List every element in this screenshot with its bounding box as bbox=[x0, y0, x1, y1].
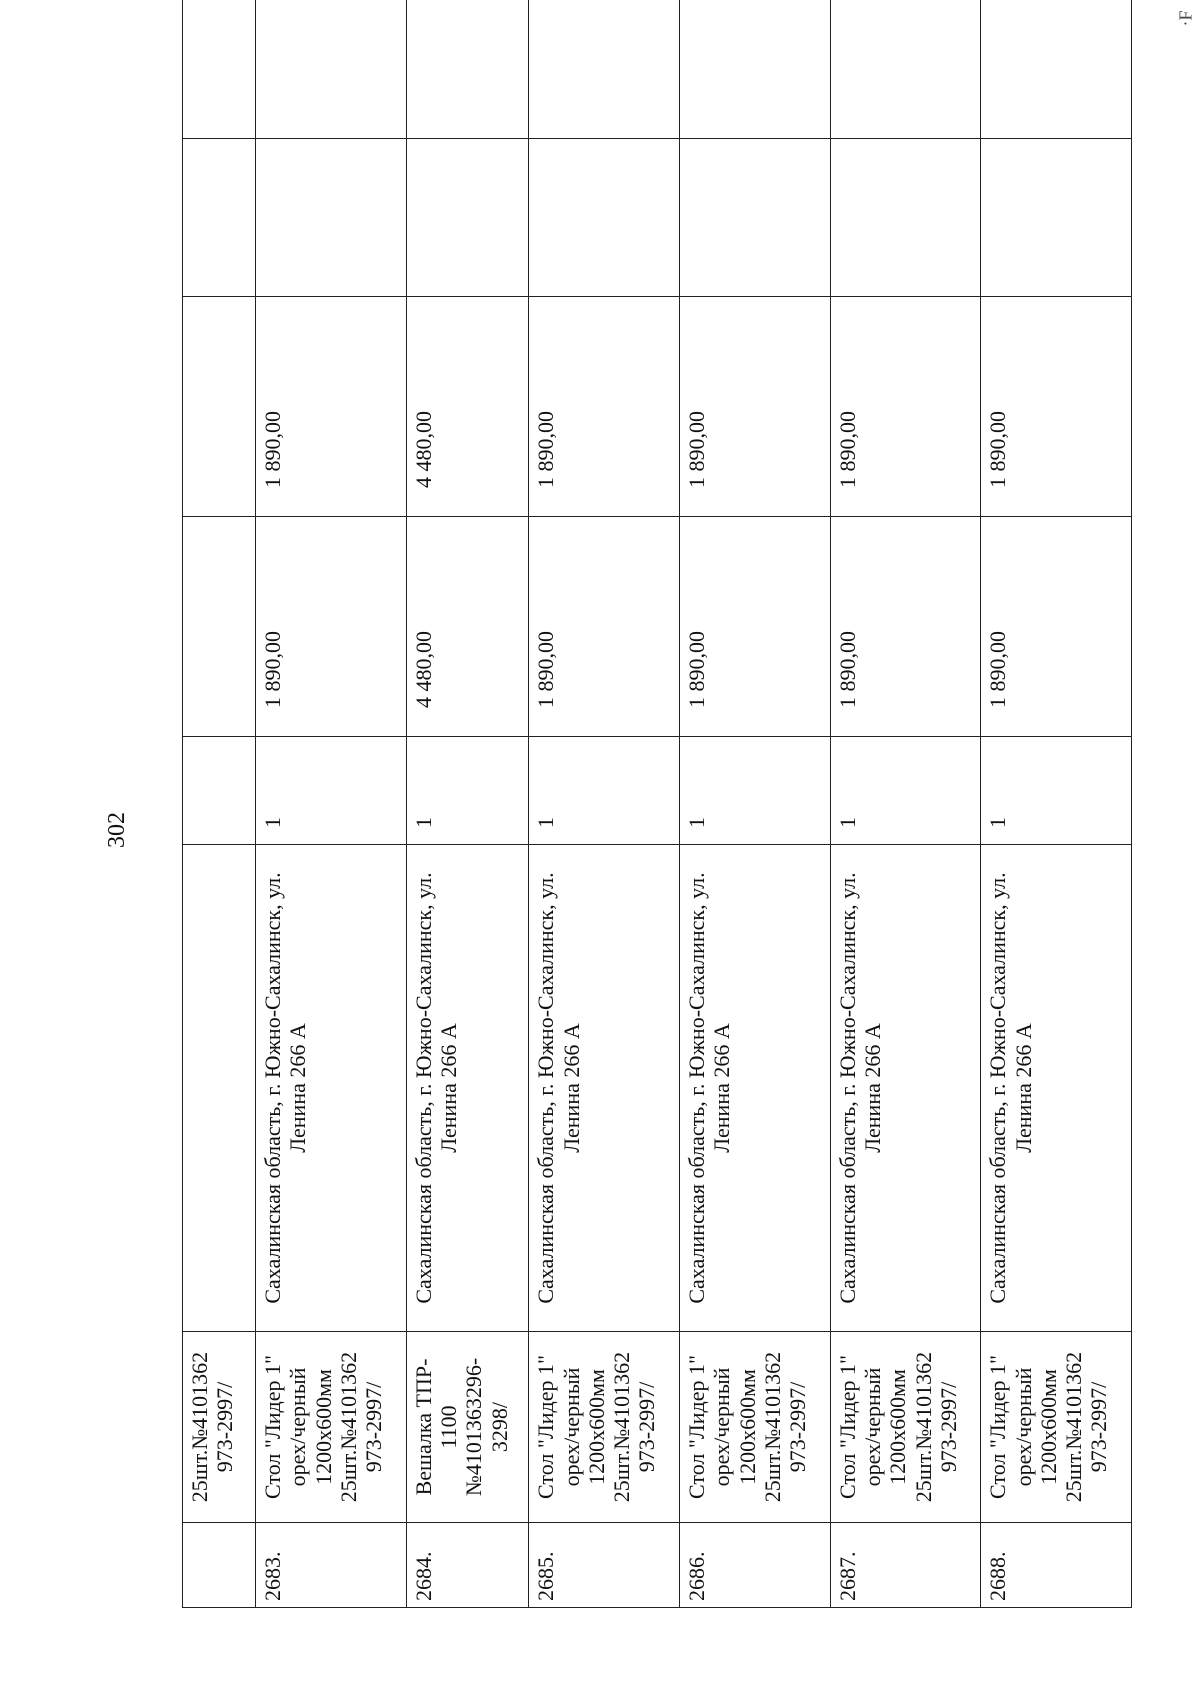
corner-mark: ·F bbox=[1175, 10, 1196, 27]
cell-quantity: 1 bbox=[529, 737, 680, 845]
item-name-line: 25шт.№4101362 bbox=[910, 1351, 936, 1503]
cell-number bbox=[183, 1523, 256, 1608]
cell-number: 2684. bbox=[406, 1523, 529, 1608]
cell-address: Сахалинская область, г. Южно-Сахалинск, ул. Ленина 266 А bbox=[529, 845, 680, 1332]
cell-quantity: 1 bbox=[406, 737, 529, 845]
cell-quantity: 1 bbox=[679, 737, 830, 845]
cell-price: 1 890,00 bbox=[679, 517, 830, 737]
cell-item-name bbox=[256, 1332, 407, 1523]
item-name-line: Стол "Лидер 1" bbox=[533, 1355, 559, 1500]
cell-sum: 1 890,00 bbox=[830, 297, 981, 517]
cell-number: 2688. bbox=[981, 1523, 1132, 1608]
cell-item-name bbox=[679, 1332, 830, 1523]
inventory-table bbox=[182, 0, 1132, 1608]
item-name-line: Стол "Лидер 1" bbox=[683, 1355, 709, 1500]
cell-price: 1 890,00 bbox=[981, 517, 1132, 737]
cell-empty bbox=[981, 139, 1132, 297]
cell-address: Сахалинская область, г. Южно-Сахалинск, ул. Ленина 266 А bbox=[406, 845, 529, 1332]
item-name-line: 1200х600мм bbox=[583, 1369, 609, 1485]
item-name-line: Стол "Лидер 1" bbox=[985, 1355, 1011, 1500]
item-name-line: 25шт.№4101362 bbox=[1061, 1351, 1087, 1503]
cell-quantity: 1 bbox=[256, 737, 407, 845]
item-name-line: 1200х600мм bbox=[885, 1369, 911, 1485]
item-name-line: 25шт.№4101362 bbox=[187, 1351, 212, 1503]
cell-address bbox=[183, 845, 256, 1332]
item-name-line: 973-2997/ bbox=[212, 1381, 238, 1473]
rotated-table-container bbox=[182, 53, 1132, 1608]
cell-empty bbox=[529, 139, 680, 297]
item-name-line: №4101363296- bbox=[461, 1357, 487, 1497]
cell-quantity: 1 bbox=[830, 737, 981, 845]
item-name-line: орех/черный bbox=[859, 1367, 885, 1487]
cell-empty bbox=[981, 0, 1132, 139]
cell-empty bbox=[256, 0, 407, 139]
item-name-line: 973-2997/ bbox=[935, 1381, 961, 1473]
item-name-line: орех/черный bbox=[1010, 1367, 1036, 1487]
table-row bbox=[981, 0, 1132, 1608]
cell-item-name bbox=[830, 1332, 981, 1523]
cell-item-name bbox=[981, 1332, 1132, 1523]
item-name-line: Стол "Лидер 1" bbox=[834, 1355, 860, 1500]
cell-item-name bbox=[406, 1332, 529, 1523]
cell-empty bbox=[529, 0, 680, 139]
cell-empty bbox=[830, 139, 981, 297]
cell-empty bbox=[183, 139, 256, 297]
cell-price: 1 890,00 bbox=[256, 517, 407, 737]
item-name-line: 973-2997/ bbox=[361, 1381, 387, 1473]
cell-sum: 1 890,00 bbox=[256, 297, 407, 517]
cell-number: 2685. bbox=[529, 1523, 680, 1608]
item-name-line: 973-2997/ bbox=[785, 1381, 811, 1473]
item-name-line: 1200х600мм bbox=[734, 1369, 760, 1485]
cell-item-name bbox=[183, 1332, 256, 1523]
table-row bbox=[830, 0, 981, 1608]
item-name-line: 973-2997/ bbox=[634, 1381, 660, 1473]
item-name-line: орех/черный bbox=[285, 1367, 311, 1487]
cell-number: 2687. bbox=[830, 1523, 981, 1608]
item-name-line: 3298/ bbox=[486, 1401, 512, 1453]
cell-sum: 1 890,00 bbox=[679, 297, 830, 517]
page-number: 302 bbox=[104, 812, 130, 848]
item-name-line: 1200х600мм bbox=[1035, 1369, 1061, 1485]
cell-number: 2686. bbox=[679, 1523, 830, 1608]
cell-sum bbox=[183, 297, 256, 517]
item-name-line: 1100 bbox=[435, 1405, 461, 1449]
cell-item-name bbox=[529, 1332, 680, 1523]
cell-sum: 1 890,00 bbox=[981, 297, 1132, 517]
item-name-line: Вешалка ТПР- bbox=[410, 1358, 436, 1496]
cell-empty bbox=[183, 0, 256, 139]
cell-empty bbox=[679, 139, 830, 297]
cell-empty bbox=[406, 139, 529, 297]
item-name-line: 973-2997/ bbox=[1086, 1381, 1112, 1473]
item-name-line: орех/черный bbox=[709, 1367, 735, 1487]
cell-quantity bbox=[183, 737, 256, 845]
item-name-line: 25шт.№4101362 bbox=[759, 1351, 785, 1503]
cell-price bbox=[183, 517, 256, 737]
cell-price: 4 480,00 bbox=[406, 517, 529, 737]
table-row bbox=[256, 0, 407, 1608]
cell-empty bbox=[406, 0, 529, 139]
item-name-line: Стол "Лидер 1" bbox=[260, 1355, 285, 1500]
cell-address: Сахалинская область, г. Южно-Сахалинск, ул. Ленина 266 А bbox=[981, 845, 1132, 1332]
item-name-line: 25шт.№4101362 bbox=[335, 1351, 361, 1503]
cell-quantity: 1 bbox=[981, 737, 1132, 845]
table-row bbox=[529, 0, 680, 1608]
cell-address: Сахалинская область, г. Южно-Сахалинск, ул. Ленина 266 А bbox=[679, 845, 830, 1332]
cell-sum: 1 890,00 bbox=[529, 297, 680, 517]
cell-address: Сахалинская область, г. Южно-Сахалинск, ул. Ленина 266 А bbox=[256, 845, 407, 1332]
cell-empty bbox=[830, 0, 981, 139]
cell-price: 1 890,00 bbox=[830, 517, 981, 737]
cell-price: 1 890,00 bbox=[529, 517, 680, 737]
cell-empty bbox=[679, 0, 830, 139]
item-name-line: 25шт.№4101362 bbox=[609, 1351, 635, 1503]
item-name-line: 1200х600мм bbox=[310, 1369, 336, 1485]
item-name-line: орех/черный bbox=[558, 1367, 584, 1487]
table-row bbox=[406, 0, 529, 1608]
cell-number: 2683. bbox=[256, 1523, 407, 1608]
cell-sum: 4 480,00 bbox=[406, 297, 529, 517]
table-row bbox=[679, 0, 830, 1608]
cell-address: Сахалинская область, г. Южно-Сахалинск, ул. Ленина 266 А bbox=[830, 845, 981, 1332]
cell-empty bbox=[256, 139, 407, 297]
table-row-continued bbox=[183, 0, 256, 1608]
